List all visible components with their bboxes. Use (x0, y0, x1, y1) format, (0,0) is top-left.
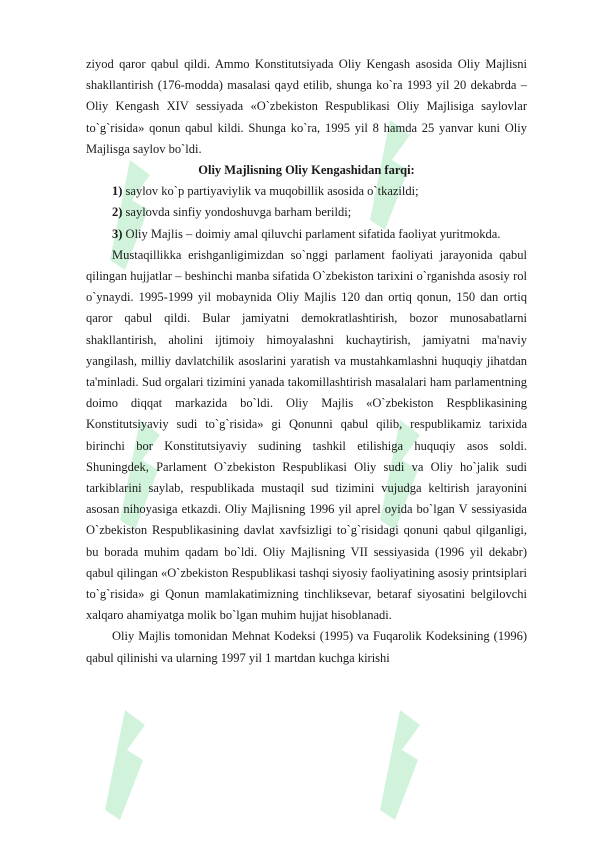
section-heading: Oliy Majlisning Oliy Kengashidan farqi: (198, 163, 415, 178)
list-item (86, 224, 527, 245)
list-item-number: 3) (112, 226, 123, 241)
list-item (86, 181, 527, 202)
list-item-text: saylov ko`p partiyaviylik va muqobillik asosida o`tkazildi; (122, 184, 419, 199)
body-text (86, 54, 527, 669)
paragraph-codes: Oliy Majlis tomonidan Mehnat Kodeksi (1995) va Fuqarolik Kodeksining (1996) qabul qilinishi va ularning 1997 yil 1 martdan kuchga kirishi (86, 629, 527, 665)
paragraph-parliament: Mustaqillikka erishganligimizdan so`nggi parlament faoliyati jarayonida qabul qilingan hujjatlar – beshinchi manba sifatida O`zbekiston tarixini o`rganishda asosiy rol o`ynaydi. 1995-1999 yil mobaynida Oliy Majlis 120 dan ortiq qonun, 150 dan ortiq qaror qabul qildi. Bular jamiyatni demokratlashtirish, bozor munosabatlarni shakllantirish, aholini ijtimoiy himoyalashni kuchaytirish, jamiyatni ma'naviy yangilash, milliy davlatchilik asoslarini yaratish va mustahkamlashni huquqiy jihatdan ta'minladi. Sud orgalari tizimini yanada takomillashtirish masalalari ham parlamentning doimo diqqat markazida bo`ldi. Oliy Majlis «O`zbekiston Respblikasining Konstitutsiyaviy sudi to`g`risida» gi Qonunni qabul qilib, respublikamiz tarixida birinchi bor Konstitutsiyaviy sudining tashkil etilishiga huquqiy asos soldi. Shuningdek, Parlament O`zbekiston Respublikasi Oliy sudi va Oliy ho`jalik sudi tarkiblarini saylab, respublikada mustaqil sud tizimini vujudga keltirish jarayonini asosan nihoyasiga etkazdi. Oliy Majlisning 1996 yil aprel oyida bo`lgan V sessiyasida O`zbekiston Respublikasining davlat xavfsizligi to`g`risidagi qonuni qabul qilganligi, bu borada muhim qadam bo`ldi. Oliy Majlisning VII sessiyasida (1996 yil dekabr) qabul qilingan «O`zbekiston Respublikasi tashqi siyosiy faoliyatining asosiy printsiplari to`g`risida» gi Qonun mamlakatimizning tinchliksevar, betaraf siyosatini belgilovchi xalqaro ahamiyatga molik bo`lgan muhim hujjat hisoblanadi. (86, 247, 527, 623)
list-item-text: saylovda sinfiy yondoshuvga barham berildi; (122, 205, 352, 220)
list-item-number: 2) (112, 205, 123, 220)
paragraph-intro: ziyod qaror qabul qildi. Ammo Konstitutsiyada Oliy Kengash asosida Oliy Majlisni shakllantirish (176-modda) masalasi qayd etilib, shunga ko`ra 1993 yil 20 dekabrda – Oliy Kengash XIV sessiyada «O`zbekiston Respublikasi Oliy Majlisiga saylovlar to`g`risida» qonun qabul kildi. Shunga ko`ra, 1995 yil 8 hamda 25 yanvar kuni Oliy Majlisga saylov bo`ldi. (86, 57, 527, 156)
watermark-logo-icon (95, 690, 155, 830)
list-item-number: 1) (112, 184, 123, 199)
list-item (86, 202, 527, 223)
watermark-logo-icon (370, 690, 430, 830)
list-item-text: Oliy Majlis – doimiy amal qiluvchi parlament sifatida faoliyat yuritmokda. (122, 226, 501, 241)
